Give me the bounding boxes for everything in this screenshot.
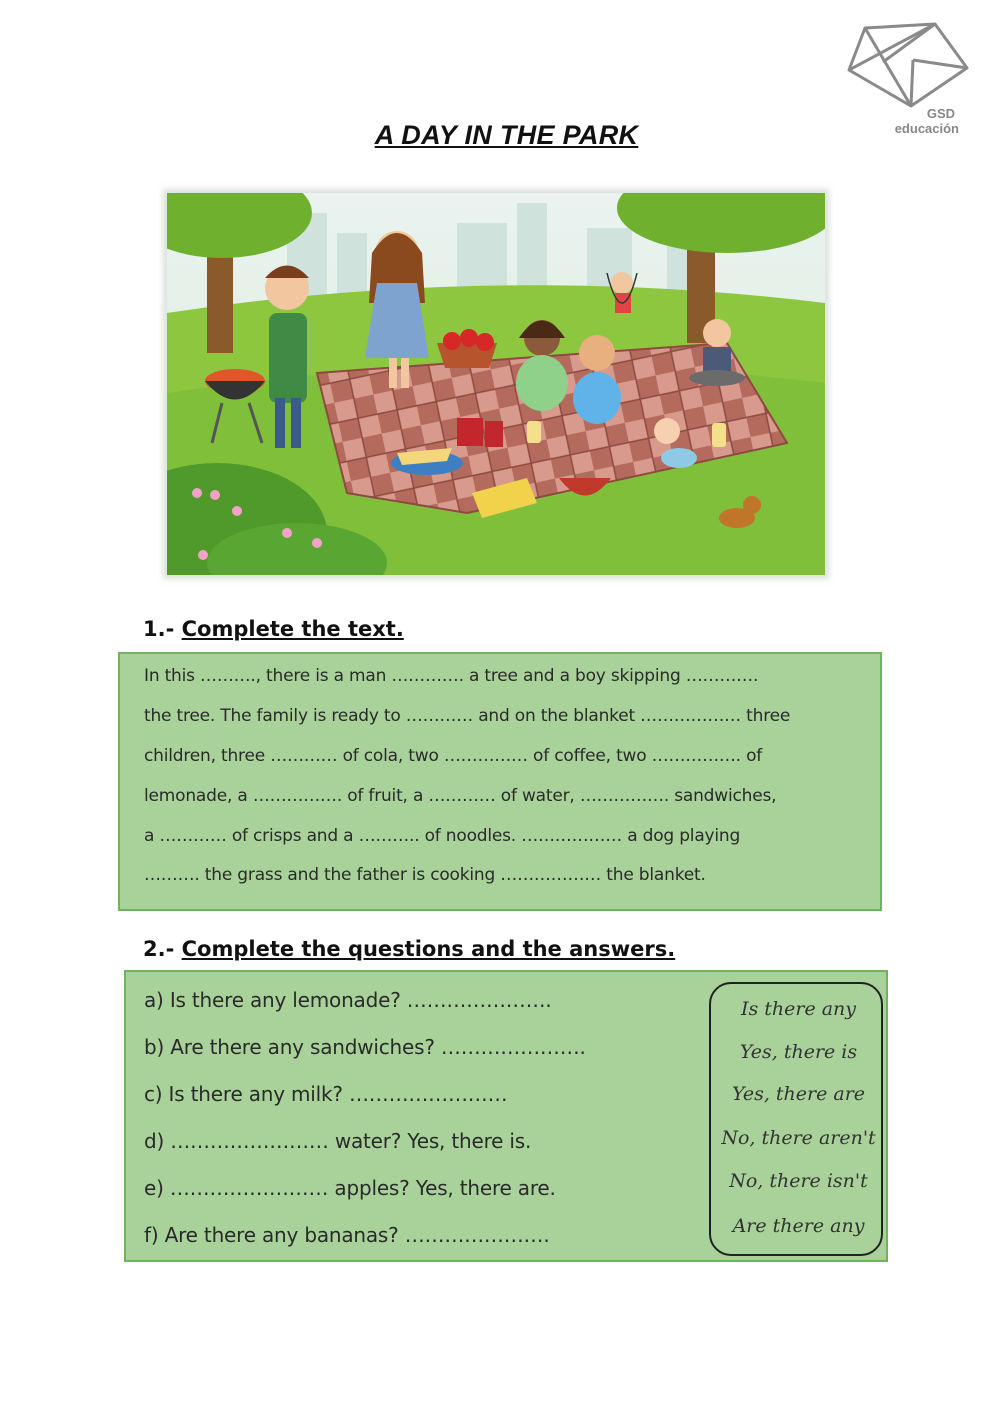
word-bank-item: Yes, there is bbox=[739, 1041, 858, 1063]
question-b: b) Are there any sandwiches? …………………. bbox=[144, 1035, 586, 1059]
section2-heading-text: Complete the questions and the answers. bbox=[181, 937, 676, 961]
cube-logo-icon bbox=[843, 20, 973, 110]
section1-number: 1.- bbox=[143, 617, 175, 641]
page-title: A DAY IN THE PARK bbox=[374, 120, 639, 150]
section2-number: 2.- bbox=[143, 937, 175, 961]
word-bank-item: Is there any bbox=[740, 998, 857, 1020]
word-bank-item: Are there any bbox=[732, 1215, 865, 1237]
word-bank-item: Yes, there are bbox=[731, 1083, 866, 1105]
question-f: f) Are there any bananas? …………………. bbox=[144, 1223, 550, 1247]
question-e: e) …………………… apples? Yes, there are. bbox=[144, 1176, 556, 1200]
text-line: lemonade, a ……………. of fruit, a ………… of water, ……………. sandwiches, bbox=[144, 786, 777, 806]
section1-heading bbox=[143, 617, 404, 641]
text-line: ………. the grass and the father is cooking ……………… the blanket. bbox=[144, 865, 706, 885]
text-line: the tree. The family is ready to ………… and on the blanket ……………… three bbox=[144, 706, 791, 726]
word-bank-item: No, there isn't bbox=[729, 1170, 868, 1192]
question-a: a) Is there any lemonade? …………………. bbox=[144, 988, 552, 1012]
question-d: d) …………………… water? Yes, there is. bbox=[144, 1129, 532, 1153]
questions-box bbox=[124, 970, 888, 1262]
word-bank bbox=[709, 982, 883, 1256]
logo-text-gsd: GSD bbox=[926, 106, 955, 121]
section1-heading-text: Complete the text. bbox=[181, 617, 404, 641]
question-c: c) Is there any milk? …………………… bbox=[144, 1082, 508, 1106]
text-line: children, three ………… of cola, two …………… of coffee, two ……………. of bbox=[144, 746, 763, 766]
complete-text-box bbox=[118, 652, 882, 911]
text-line: In this ………., there is a man …………. a tree and a boy skipping …………. bbox=[144, 666, 759, 686]
park-picnic-illustration bbox=[167, 193, 825, 575]
text-line: a ………… of crisps and a ……….. of noodles. ……………… a dog playing bbox=[144, 826, 741, 846]
word-bank-item: No, there aren't bbox=[721, 1127, 876, 1149]
logo-text-educacion: educación bbox=[894, 121, 959, 136]
section2-heading bbox=[143, 937, 675, 961]
